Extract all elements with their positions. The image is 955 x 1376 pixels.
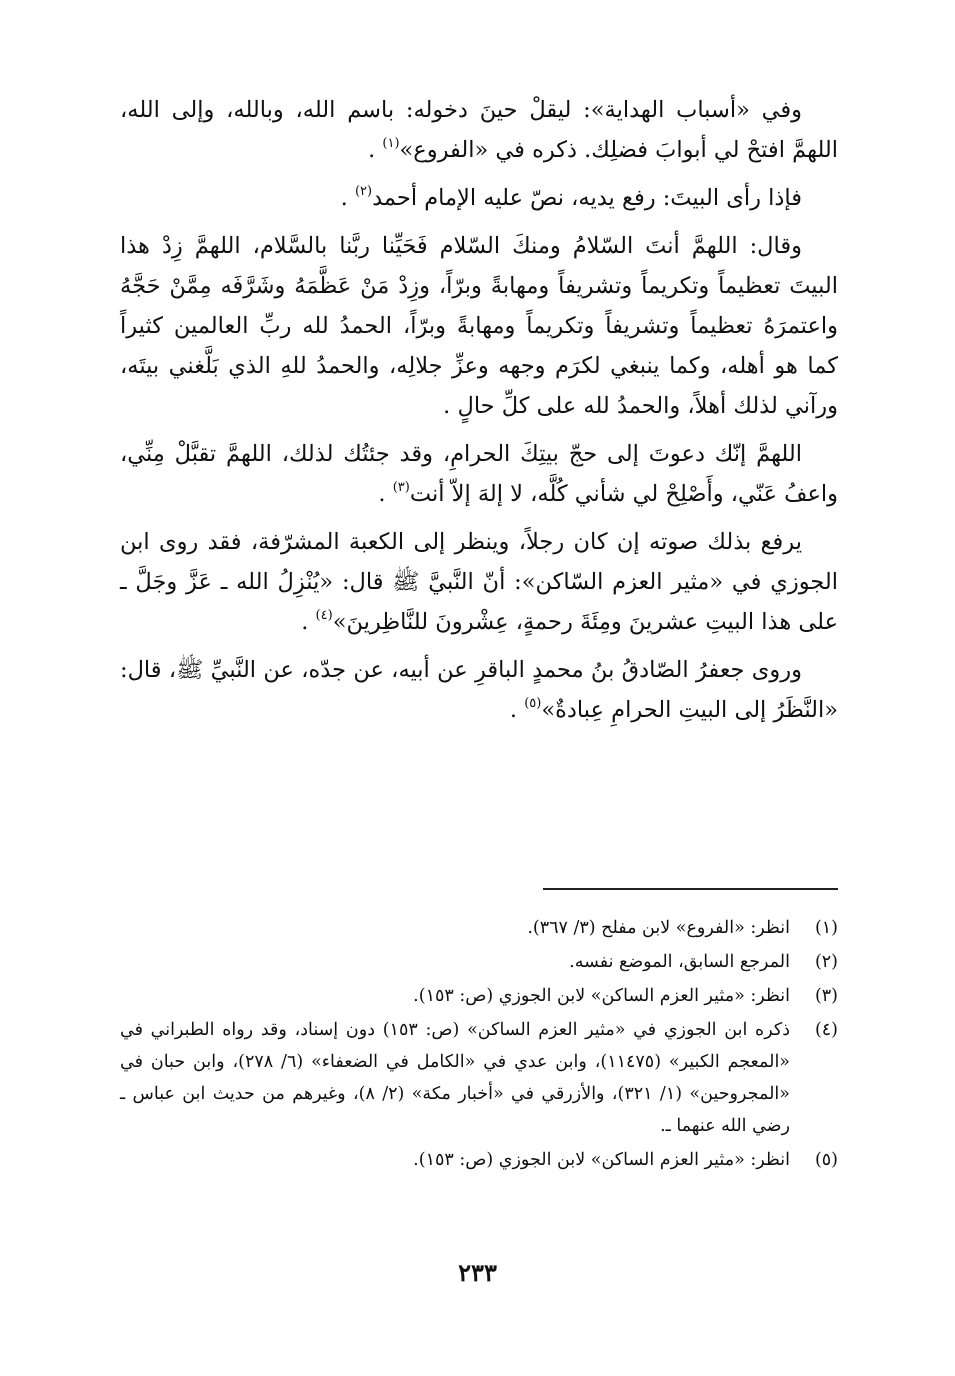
- footnote-text: انظر: «مثير العزم الساكن» لابن الجوزي (ص: ١٥٣).: [413, 986, 790, 1006]
- page-number: ٢٣٣: [458, 1258, 497, 1287]
- footnote-ref: (٢): [354, 184, 373, 199]
- paragraph-end: .: [301, 609, 316, 635]
- footnote-number: (١): [814, 918, 838, 938]
- footnote-number: (٥): [814, 1150, 838, 1170]
- paragraph-end: .: [509, 697, 525, 723]
- paragraph-end: .: [340, 185, 355, 211]
- footnote-number: (٤): [814, 1020, 838, 1040]
- paragraph-text: اللهمَّ إنّك دعوتَ إلى حجّ بيتِكَ الحرامِ، وقد جئتُك لذلك، اللهمَّ تقبَّلْ مِنِّي، واعفُ عَنّي، وأَصْلِحْ لي شأني كُلَّه، لا إلهَ إلاّ أنت: [120, 441, 838, 507]
- footnote-number: (٣): [814, 986, 838, 1006]
- paragraph: [120, 522, 838, 642]
- footnote: [120, 946, 838, 978]
- footnote-text: انظر: «الفروع» لابن مفلح (٣/ ٣٦٧).: [527, 918, 790, 938]
- paragraph: [120, 650, 838, 730]
- footnote-text: انظر: «مثير العزم الساكن» لابن الجوزي (ص: ١٥٣).: [413, 1150, 790, 1170]
- footnote-number: (٢): [814, 952, 838, 972]
- paragraph-text: فإذا رأى البيتَ: رفع يديه، نصّ عليه الإمام أحمد: [372, 185, 802, 211]
- footnote-ref: (٣): [392, 480, 410, 495]
- paragraph-text: وروى جعفرُ الصّادقُ بنُ محمدٍ الباقرِ عن أبيه، عن جدّه، عن النَّبيِّ ﷺ، قال: «النَّظَرُ إلى البيتِ الحرامِ عِبادةٌ»: [120, 657, 838, 723]
- paragraph-text: وفي «أسباب الهداية»: ليقلْ حينَ دخوله: باسم الله، وبالله، وإلى الله، اللهمَّ افتحْ لي أبوابَ فضلِك. ذكره في «الفروع»: [120, 97, 838, 163]
- footnote: [120, 1014, 838, 1142]
- main-text: [120, 90, 838, 738]
- footnote-ref: (٥): [524, 696, 542, 711]
- footnote: [120, 980, 838, 1012]
- footnote: [120, 1144, 838, 1176]
- footnote-ref: (١): [382, 136, 400, 151]
- footnote: [120, 912, 838, 944]
- footnotes: [120, 912, 838, 1178]
- footnote-text: المرجع السابق، الموضع نفسه.: [569, 952, 790, 972]
- paragraph-end: .: [368, 137, 383, 163]
- paragraph-end: .: [378, 481, 393, 507]
- footnote-separator: [543, 888, 838, 890]
- paragraph: [120, 434, 838, 514]
- footnote-text: ذكره ابن الجوزي في «مثير العزم الساكن» (ص: ١٥٣) دون إسناد، وقد رواه الطبراني في «المعجم الكبير» (١١٤٧٥)، وابن عدي في «الكامل في الضعفاء» (٦/ ٢٧٨)، وابن حبان في «المجروحين» (١/ ٣٢١)، والأزرقي في «أخبار مكة» (٢/ ٨)، وغيرهم من حديث ابن عباس ـ رضي الله عنهما ـ.: [120, 1020, 791, 1136]
- paragraph: [120, 90, 838, 170]
- paragraph-text: وقال: اللهمَّ أنتَ السّلامُ ومنكَ السّلام فَحَيِّنا ربَّنا بالسَّلام، اللهمَّ زِدْ هذا البيتَ تعظيماً وتكريماً وتشريفاً ومهابةً وبرّاً، وزِدْ مَنْ عَظَّمَهُ وشَرَّفَه مِمَّنْ حَجَّهُ واعتمرَهُ تعظيماً وتشريفاً وتكريماً ومهابةً وبرّاً، الحمدُ لله ربِّ العالمين كثيراً كما هو أهله، وكما ينبغي لكرَم وجهه وعزِّ جلالِه، والحمدُ للهِ الذي بَلَّغني بيتَه، ورآني لذلك أهلاً، والحمدُ لله على كلِّ حالٍ .: [120, 233, 838, 419]
- paragraph: [120, 226, 838, 426]
- footnote-ref: (٤): [315, 608, 333, 623]
- paragraph: [120, 178, 838, 218]
- paragraph-text: يرفع بذلك صوته إن كان رجلاً، وينظر إلى الكعبة المشرّفة، فقد روى ابن الجوزي في «مثير العزم السّاكن»: أنّ النَّبيَّ ﷺ قال: «يُنْزِلُ الله ـ عَزَّ وجَلَّ ـ على هذا البيتِ عشرينَ ومِئَةَ رحمةٍ، عِشْرونَ للنَّاظِرينَ»: [120, 529, 838, 635]
